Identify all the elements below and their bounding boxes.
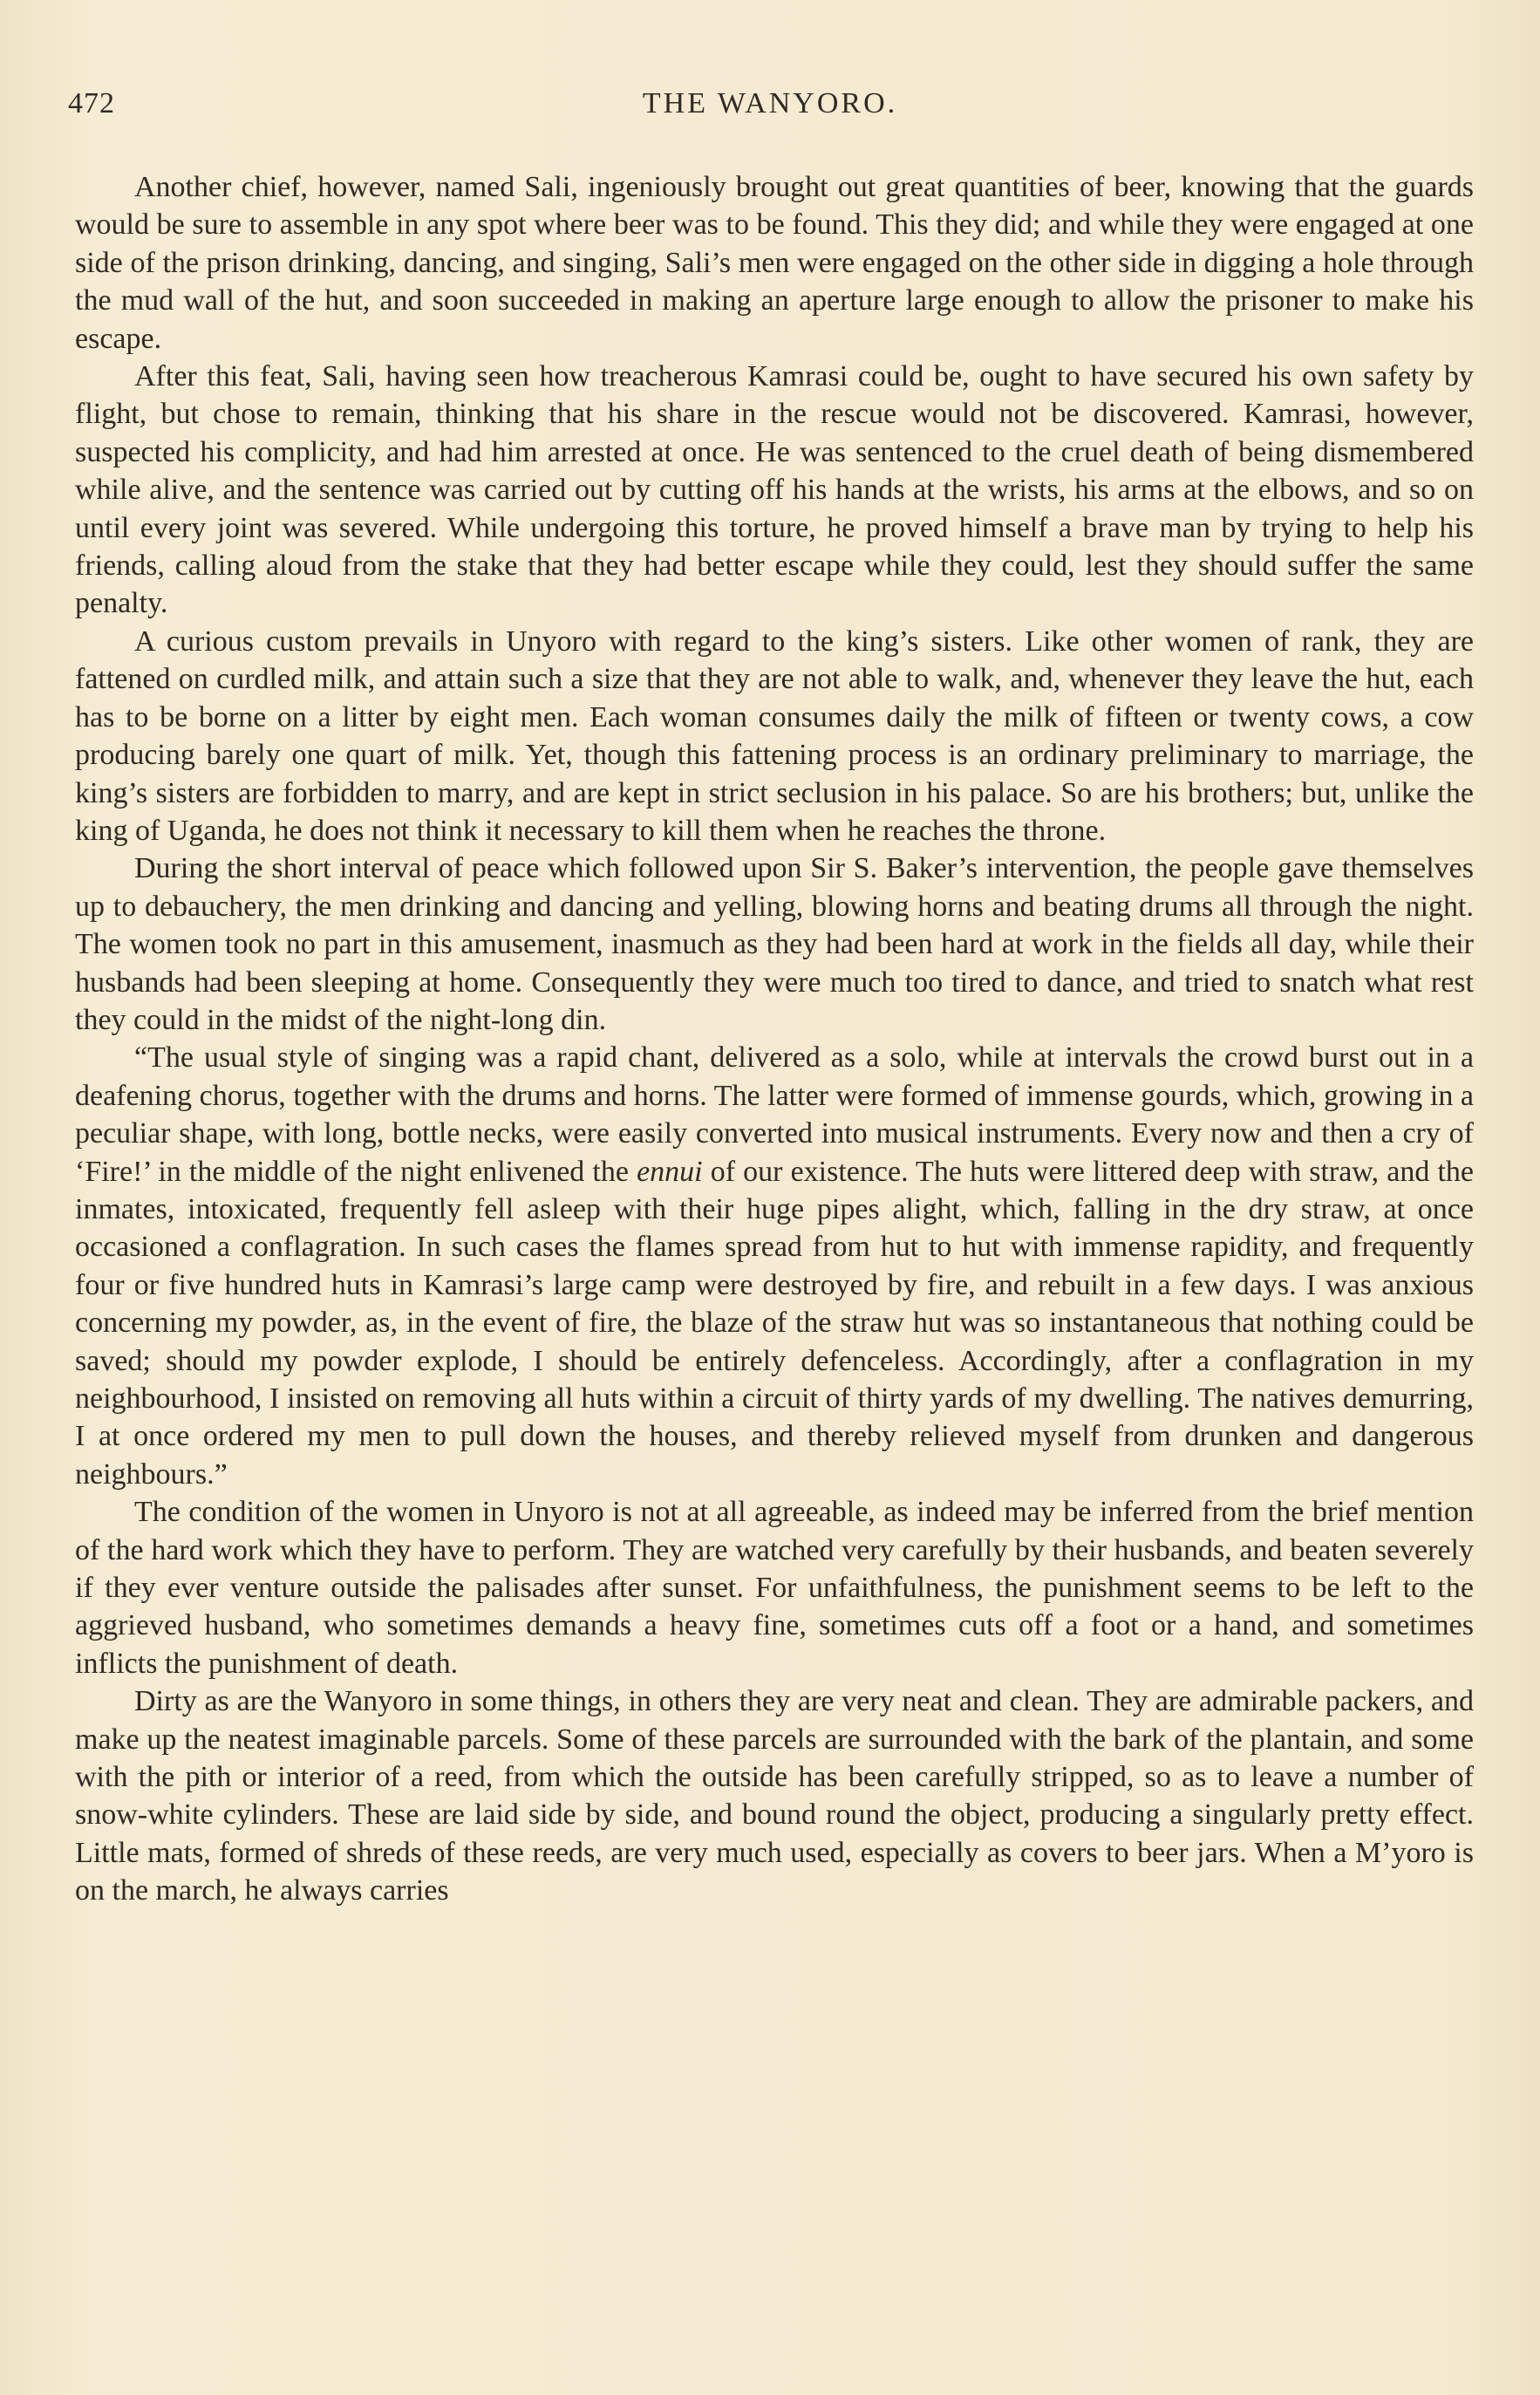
page-number: 472 — [68, 87, 115, 119]
paragraph-text: Dirty as are the Wanyoro in some things, in others they are very neat and clean. They are admirable packers, and make up the neatest imaginable parcels. Some of these parcels are surrounded with the bark of the plantain, and some with the pith or interior of a reed, from which the outside has been carefully stripped, so as to leave a number of snow-white cylinders. These are laid side by side, and bound round the object, producing a singularly pretty effect. Little mats, formed of shreds of these reeds, are very much used, especially as covers to beer jars. When a M’yoro is on the march, he always carries — [75, 1685, 1474, 1907]
paragraph — [75, 850, 1474, 1039]
paragraph — [75, 1493, 1474, 1682]
paragraph-text: The condition of the women in Unyoro is not at all agreeable, as indeed may be inferred from the brief mention of the hard work which they have to perform. They are watched very carefully by their husbands, and beaten severely if they ever venture outside the palisades after sunset. For unfaithfulness, the punishment seems to be left to the aggrieved husband, who sometimes demands a heavy fine, sometimes cuts off a foot or a hand, and sometimes inflicts the punishment of death. — [75, 1496, 1474, 1680]
quoted-paragraph — [75, 1039, 1474, 1493]
running-title: THE WANYORO. — [642, 87, 898, 119]
paragraph-text: A curious custom prevails in Unyoro with regard to the king’s sisters. Like other women of rank, they are fattened on curdled milk, and attain such a size that they are not able to walk, and, whenever they leave the hut, each has to be borne on a litter by eight men. Each woman consumes daily the milk of fifteen or twenty cows, a cow producing barely one quart of milk. Yet, though this fattening process is an ordinary preliminary to marriage, the king’s sisters are forbidden to marry, and are kept in strict seclusion in his palace. So are his brothers; but, unlike the king of Uganda, he does not think it necessary to kill them when he reaches the throne. — [75, 624, 1474, 847]
paragraph — [75, 168, 1474, 358]
paragraph-text: Another chief, however, named Sali, ingeniously brought out great quantities of beer, knowing that the guards would be sure to assemble in any spot where beer was to be found. This they did; and while they were engaged at one side of the prison drinking, dancing, and singing, Sali’s men were engaged on the other side in digging a hole through the mud wall of the hut, and soon succeeded in making an aperture large enough to allow the prisoner to make his escape. — [75, 171, 1474, 355]
paragraph-text: During the short interval of peace which followed upon Sir S. Baker’s intervention, the people gave themselves up to debauchery, the men drinking and dancing and yelling, blowing horns and beating drums all through the night. The women took no part in this amusement, inasmuch as they had been hard at work in the fields all day, while their husbands had been sleeping at home. Consequently they were much too tired to dance, and tried to snatch what rest they could in the midst of the night-long din. — [75, 852, 1474, 1036]
body-text — [75, 168, 1474, 2349]
paragraph-text: of our existence. The huts were littered deep with straw, and the inmates, intoxicated, frequently fell asleep with their huge pipes alight, which, falling in the dry straw, at once occasioned a conflagration. In such cases the flames spread from hut to hut with immense rapidity, and frequently four or five hundred huts in Kamrasi’s large camp were destroyed by fire, and rebuilt in a few days. I was anxious concerning my powder, as, in the event of fire, the blaze of the straw hut was so instantaneous that nothing could be saved; should my powder explode, I should be entirely defenceless. Accordingly, after a conflagration in my neighbourhood, I insisted on removing all huts within a circuit of thirty yards of my dwelling. The natives demurring, I at once ordered my men to pull down the houses, and thereby relieved myself from drunken and dangerous neighbours.” — [75, 1155, 1474, 1491]
paragraph — [75, 623, 1474, 850]
paragraph-text: After this feat, Sali, having seen how treacherous Kamrasi could be, ought to have secured his own safety by flight, but chose to remain, thinking that his share in the rescue would not be discovered. Kamrasi, however, suspected his complicity, and had him arrested at once. He was sentenced to the cruel death of being dismembered while alive, and the sentence was carried out by cutting off his hands at the wrists, his arms at the elbows, and so on until every joint was severed. While undergoing this torture, he proved himself a brave man by trying to help his friends, calling aloud from the stake that they had better escape while they could, lest they should suffer the same penalty. — [75, 360, 1474, 620]
italic-word: ennui — [637, 1155, 703, 1188]
page-header — [68, 87, 1472, 140]
paragraph — [75, 1682, 1474, 1909]
paragraph-text: “The usual style of singing was a rapid chant, delivered as a solo, while at intervals the crowd burst out in a deafening chorus, together with the drums and horns. The latter were formed of immense gourds, which, growing in a peculiar shape, with long, bottle necks, were easily converted into musical instruments. Every now and then a cry of ‘Fire!’ in the middle of the night enlivened the — [75, 1041, 1474, 1188]
paragraph — [75, 358, 1474, 623]
